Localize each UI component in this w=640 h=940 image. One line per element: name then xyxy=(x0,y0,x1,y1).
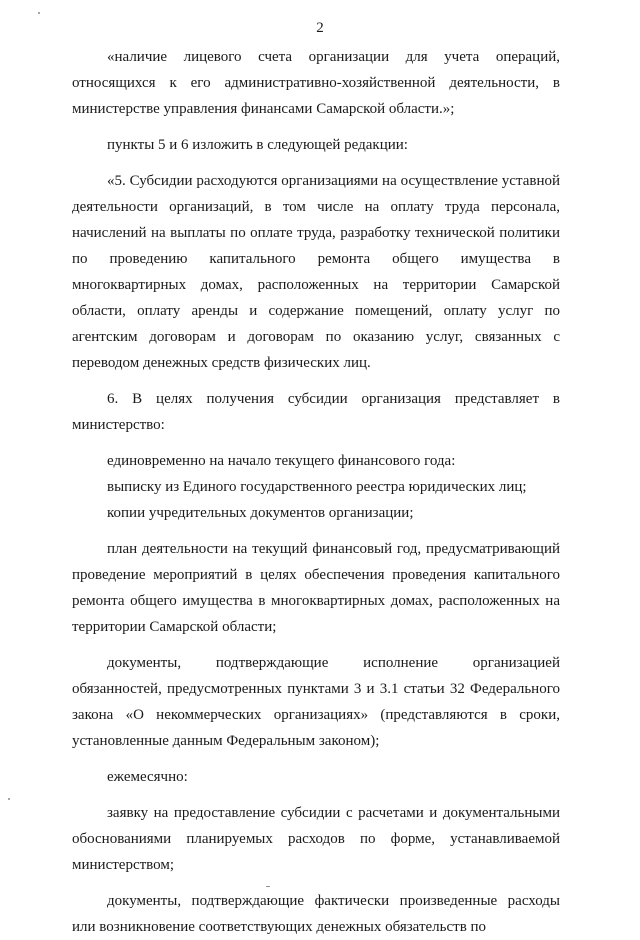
paragraph-activity-plan: план деятельности на текущий финансовый год, предусматривающий проведение мероприятий в целях обеспечения проведения капитального ремонта общего имущества в многоквартирных домах, расположенных на территории Самарской области; xyxy=(72,541,560,635)
paragraph-expense-documents: документы, подтверждающие фактически произведенные расходы или возникновение соответствующих денежных обязательств по xyxy=(72,893,560,935)
scan-speck xyxy=(266,886,270,887)
scan-speck xyxy=(8,798,10,800)
paragraph-obligations-documents: документы, подтверждающие исполнение организацией обязанностей, предусмотренных пунктами 3 и 3.1 статьи 32 Федерального закона «О некоммерческих организациях» (представляются в сроки, установленные данным Федеральным законом); xyxy=(72,655,560,749)
paragraph-registry-extract: выписку из Единого государственного реестра юридических лиц; xyxy=(107,479,527,495)
scan-speck xyxy=(38,12,40,14)
document-body xyxy=(72,44,560,940)
paragraph-amendment-intro: пункты 5 и 6 изложить в следующей редакции: xyxy=(107,137,408,153)
paragraph-founding-documents: копии учредительных документов организации; xyxy=(107,505,414,521)
paragraph-one-time: единовременно на начало текущего финансового года: xyxy=(107,453,456,469)
paragraph-monthly: ежемесячно: xyxy=(107,769,188,785)
paragraph-ledger-account: «наличие лицевого счета организации для учета операций, относящихся к его административно-хозяйственной деятельности, в министерстве управления финансами Самарской области.»; xyxy=(72,49,560,117)
page-number: 2 xyxy=(316,20,324,36)
paragraph-item-5: «5. Субсидии расходуются организациями на осуществление уставной деятельности организаций, в том числе на оплату труда персонала, начислений на выплаты по оплате труда, разработку технической политики по проведению капитального ремонта общего имущества в многоквартирных домах, расположенных на территории Самарской области, оплату аренды и содержание помещений, оплату услуг по агентским договорам и договорам по оказанию услуг, связанных с переводом денежных средств физических лиц. xyxy=(72,173,560,371)
paragraph-subsidy-request: заявку на предоставление субсидии с расчетами и документальными обоснованиями планируемых расходов по форме, устанавливаемой министерством; xyxy=(72,805,560,873)
paragraph-item-6: 6. В целях получения субсидии организация представляет в министерство: xyxy=(72,391,560,433)
